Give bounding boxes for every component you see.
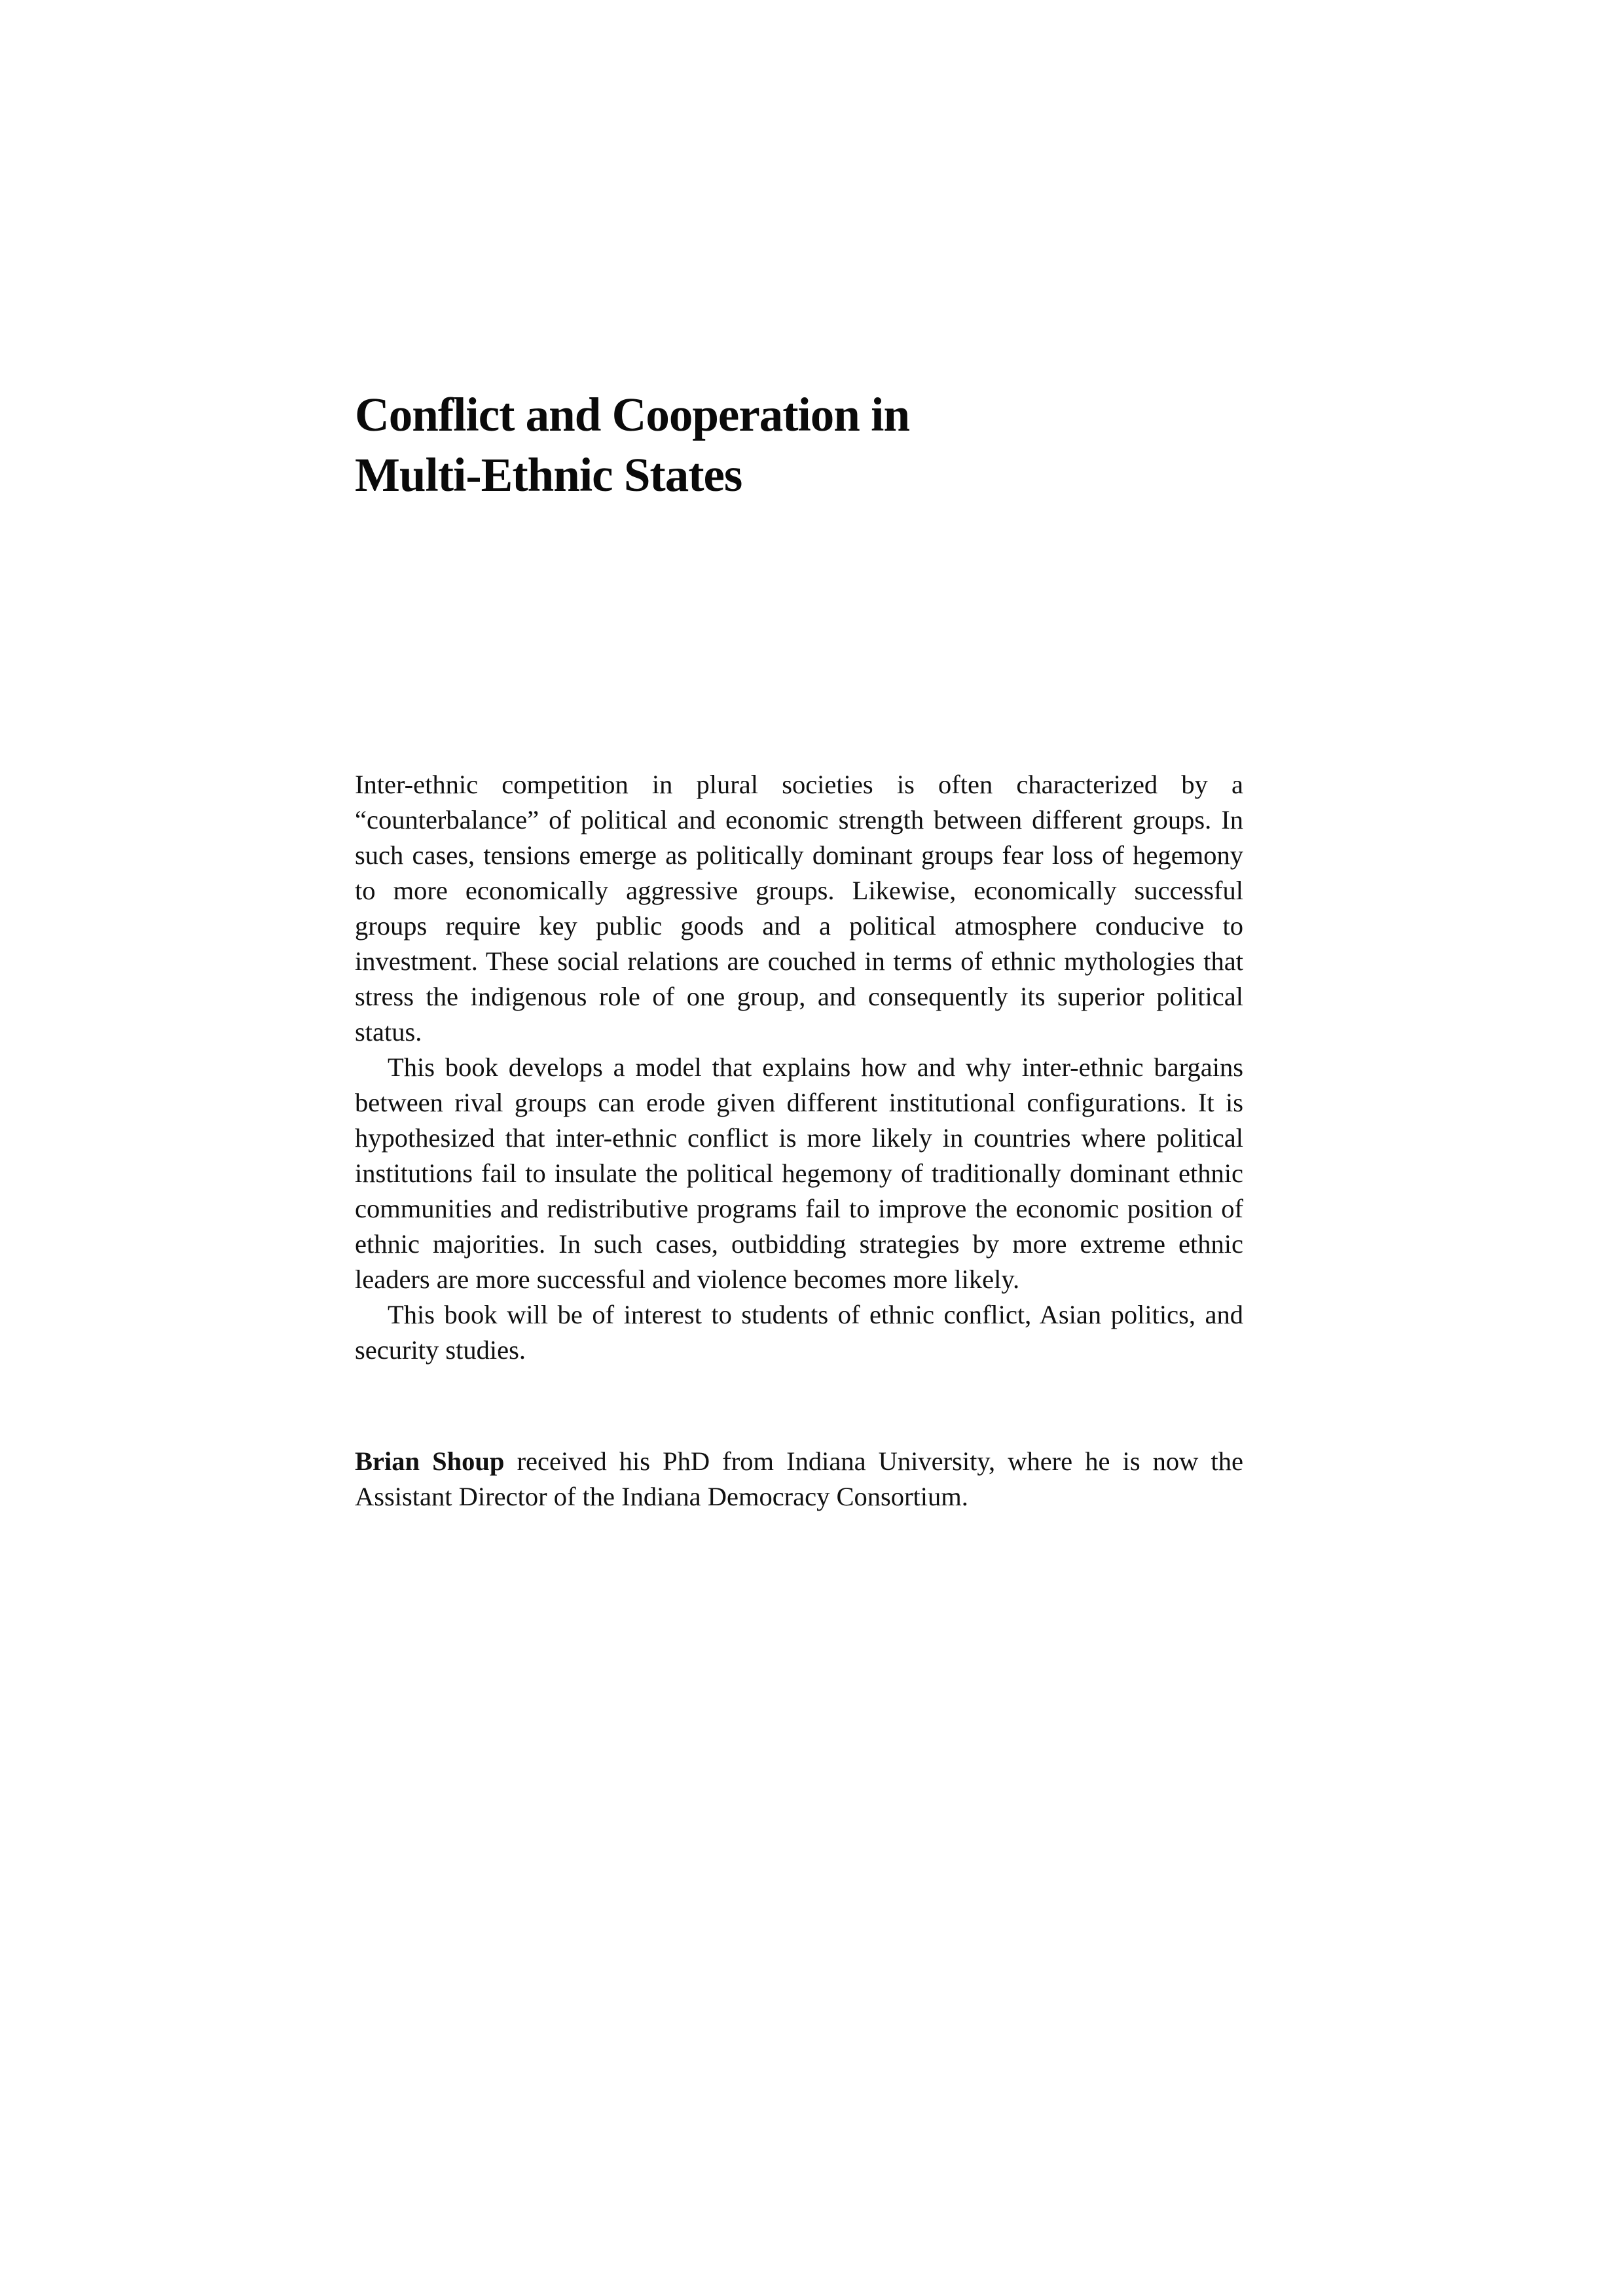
author-bio-paragraph — [355, 1444, 1243, 1515]
blurb-paragraph-2: This book develops a model that explains how and why inter-ethnic bargains between rival groups can erode given different institutional configurations. It is hypothesized that inter-ethnic conflict is more likely in countries where political institutions fail to insulate the political hegemony of traditionally dominant ethnic communities and redistributive programs fail to improve the economic position of ethnic majorities. In such cases, outbidding strategies by more extreme ethnic leaders are more successful and violence becomes more likely. — [355, 1052, 1243, 1294]
book-blurb — [355, 767, 1243, 1368]
author-bio — [355, 1444, 1243, 1515]
author-bio-text: received his PhD from Indiana University, where he is now the Assistant Director of the Indiana Democracy Consortium. — [355, 1446, 1243, 1511]
blurb-paragraph-3: This book will be of interest to students of ethnic conflict, Asian politics, and security studies. — [355, 1300, 1243, 1365]
author-name: Brian Shoup — [355, 1446, 505, 1476]
title-line-2: Multi-Ethnic States — [355, 448, 742, 501]
blurb-paragraph-1: Inter-ethnic competition in plural societies is often characterized by a “counterbalance” of political and economic strength between different groups. In such cases, tensions emerge as politically dominant groups fear loss of hegemony to more economically aggressive groups. Likewise, economically successful groups require key public goods and a political atmosphere conducive to investment. These social relations are couched in terms of ethnic mythologies that stress the indigenous role of one group, and consequently its superior political status. — [355, 770, 1243, 1047]
page-title — [355, 385, 1337, 505]
title-line-1: Conflict and Cooperation in — [355, 388, 910, 441]
